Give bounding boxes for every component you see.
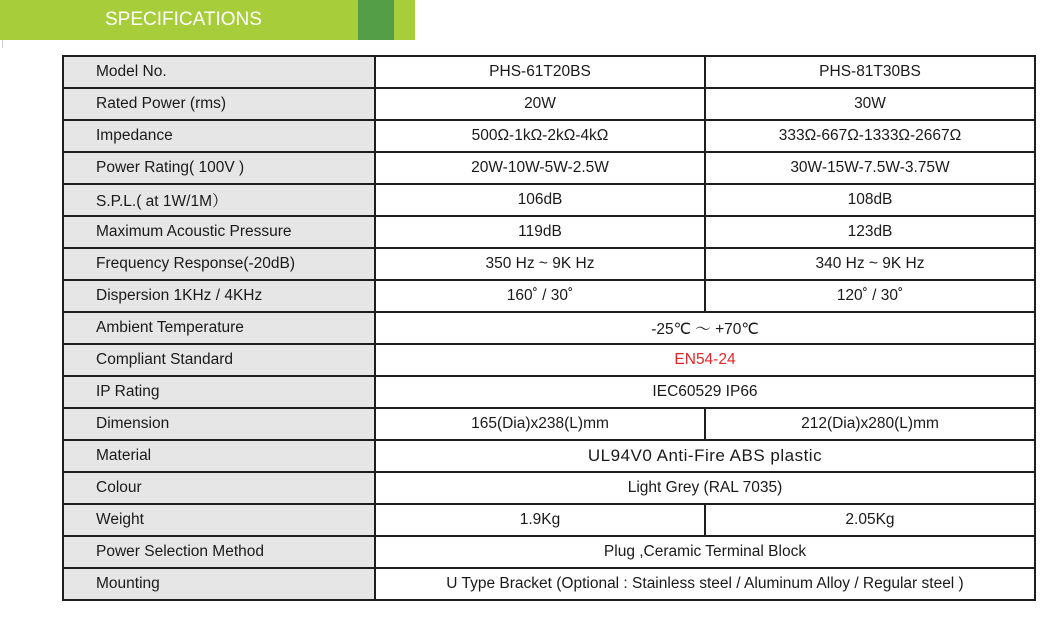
section-header-bar <box>0 0 415 40</box>
value-model-a: 119dB <box>375 216 705 248</box>
row-label: Power Rating( 100V ) <box>63 152 375 184</box>
value-model-b: 2.05Kg <box>705 504 1035 536</box>
value-model-a: 350 Hz ~ 9K Hz <box>375 248 705 280</box>
specifications-table <box>62 55 1036 601</box>
row-label: Frequency Response(-20dB) <box>63 248 375 280</box>
table-row-model-no <box>63 56 1035 88</box>
table-row-ambient-temperature <box>63 312 1035 344</box>
value-model-b: 120˚ / 30˚ <box>705 280 1035 312</box>
table-row-ip-rating <box>63 376 1035 408</box>
table-row-power-selection-method <box>63 536 1035 568</box>
row-label: S.P.L.( at 1W/1M） <box>63 184 375 216</box>
value-model-b: 212(Dia)x280(L)mm <box>705 408 1035 440</box>
value-shared-standard: EN54-24 <box>375 344 1035 376</box>
value-model-a: PHS-61T20BS <box>375 56 705 88</box>
value-model-a: 20W-10W-5W-2.5W <box>375 152 705 184</box>
value-shared: Plug ,Ceramic Terminal Block <box>375 536 1035 568</box>
value-model-b: 108dB <box>705 184 1035 216</box>
row-label: Compliant Standard <box>63 344 375 376</box>
header-accent-block <box>358 0 394 40</box>
section-title: SPECIFICATIONS <box>105 9 262 30</box>
table-row-material <box>63 440 1035 472</box>
table-row-rated-power <box>63 88 1035 120</box>
value-model-b: 30W <box>705 88 1035 120</box>
row-label: Mounting <box>63 568 375 600</box>
row-label: Maximum Acoustic Pressure <box>63 216 375 248</box>
value-shared: Light Grey (RAL 7035) <box>375 472 1035 504</box>
value-model-a: 165(Dia)x238(L)mm <box>375 408 705 440</box>
table-row-max-acoustic-pressure <box>63 216 1035 248</box>
table-row-mounting <box>63 568 1035 600</box>
table-row-compliant-standard <box>63 344 1035 376</box>
table-row-dispersion <box>63 280 1035 312</box>
row-label: IP Rating <box>63 376 375 408</box>
row-label: Impedance <box>63 120 375 152</box>
value-model-b: 123dB <box>705 216 1035 248</box>
row-label: Weight <box>63 504 375 536</box>
row-label: Material <box>63 440 375 472</box>
row-label: Colour <box>63 472 375 504</box>
value-shared: UL94V0 Anti-Fire ABS plastic <box>375 440 1035 472</box>
value-model-b: PHS-81T30BS <box>705 56 1035 88</box>
value-model-b: 340 Hz ~ 9K Hz <box>705 248 1035 280</box>
value-model-a: 500Ω-1kΩ-2kΩ-4kΩ <box>375 120 705 152</box>
value-shared: U Type Bracket (Optional : Stainless steel / Aluminum Alloy / Regular steel ) <box>375 568 1035 600</box>
value-shared: -25℃ ～ +70℃ <box>375 312 1035 344</box>
value-model-a: 160˚ / 30˚ <box>375 280 705 312</box>
row-label: Power Selection Method <box>63 536 375 568</box>
row-label: Ambient Temperature <box>63 312 375 344</box>
row-label: Dispersion 1KHz / 4KHz <box>63 280 375 312</box>
table-row-weight <box>63 504 1035 536</box>
value-shared: IEC60529 IP66 <box>375 376 1035 408</box>
row-label: Model No. <box>63 56 375 88</box>
value-model-a: 1.9Kg <box>375 504 705 536</box>
table-row-colour <box>63 472 1035 504</box>
table-row-power-rating <box>63 152 1035 184</box>
table-row-impedance <box>63 120 1035 152</box>
value-model-b: 30W-15W-7.5W-3.75W <box>705 152 1035 184</box>
row-label: Rated Power (rms) <box>63 88 375 120</box>
value-model-a: 106dB <box>375 184 705 216</box>
value-model-a: 20W <box>375 88 705 120</box>
value-model-b: 333Ω-667Ω-1333Ω-2667Ω <box>705 120 1035 152</box>
table-row-frequency-response <box>63 248 1035 280</box>
table-row-spl <box>63 184 1035 216</box>
table-row-dimension <box>63 408 1035 440</box>
row-label: Dimension <box>63 408 375 440</box>
